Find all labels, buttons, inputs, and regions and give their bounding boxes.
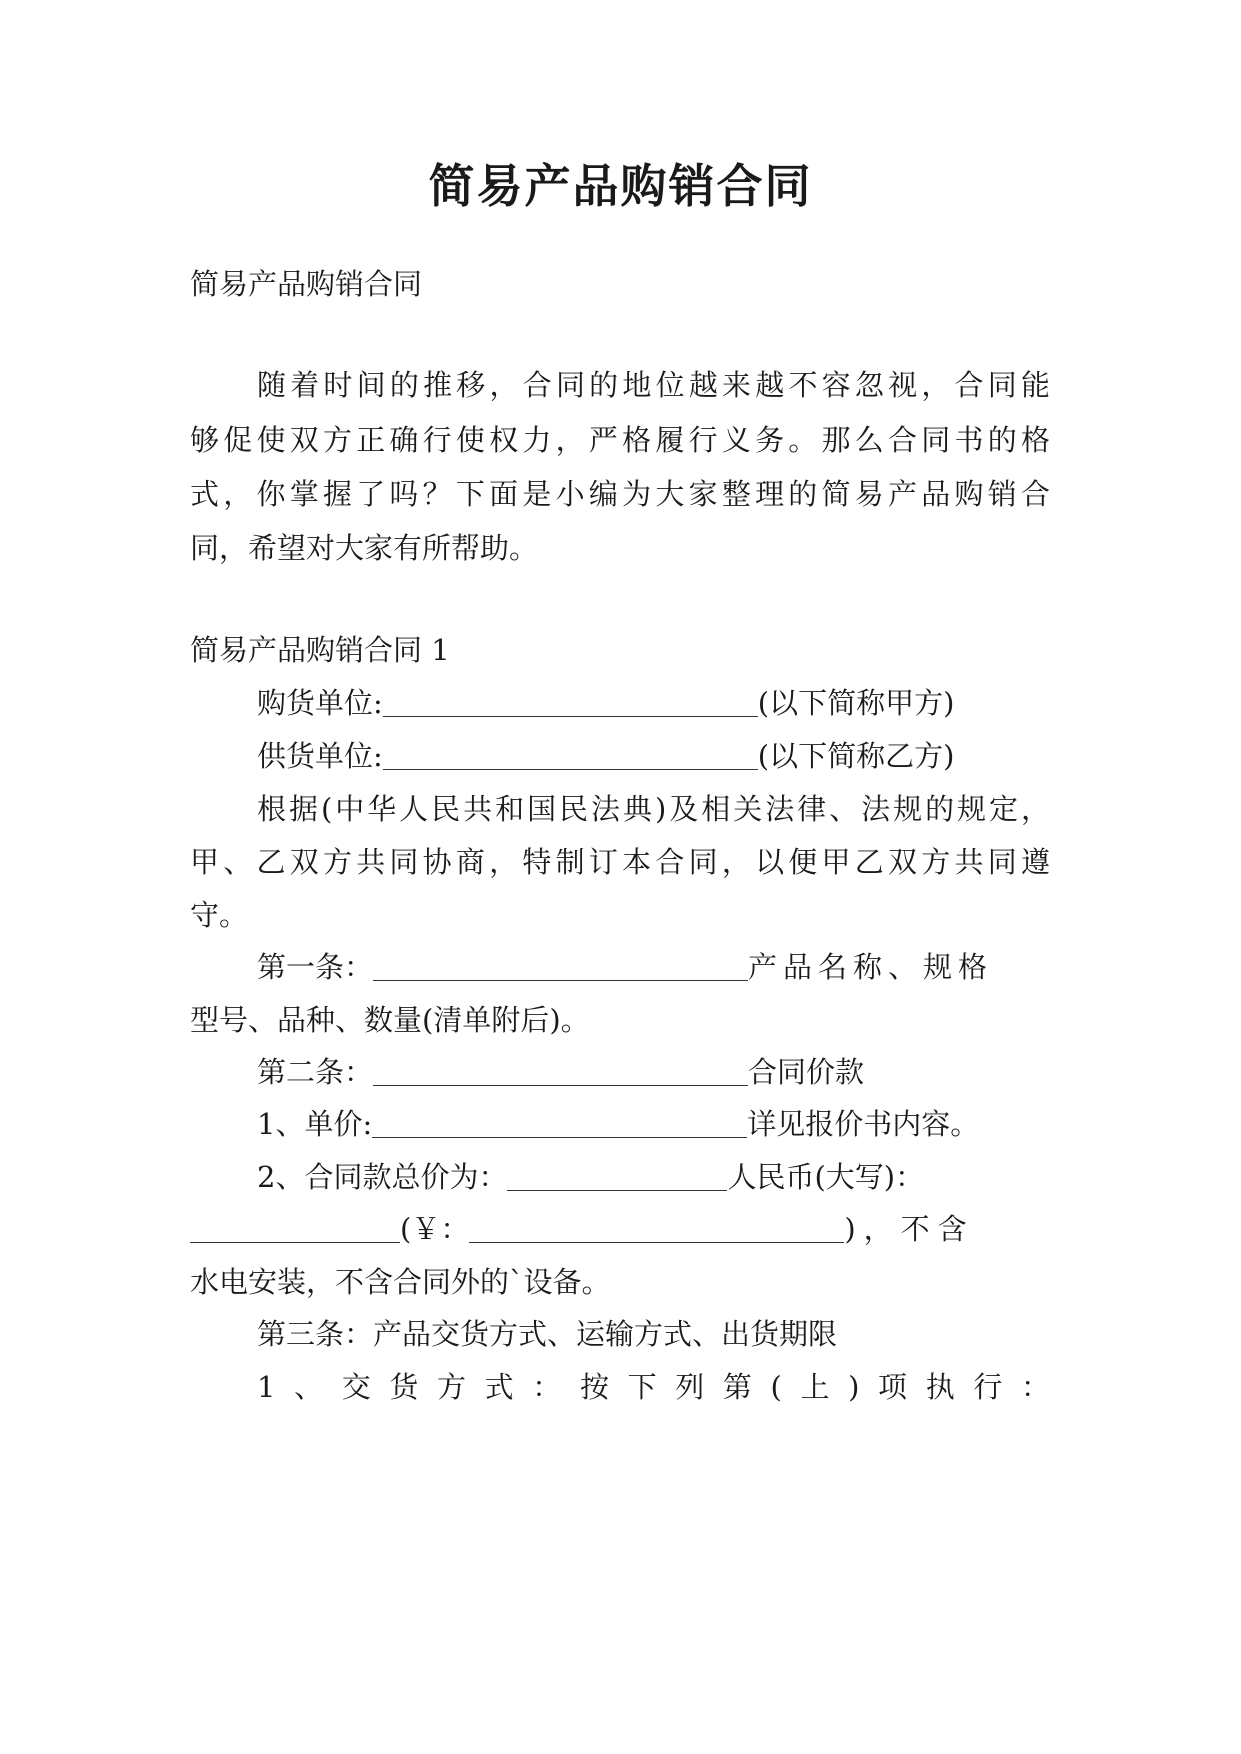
total-yen: (￥： [400,1212,470,1246]
contract-heading: 简易产品购销合同 1 [190,633,450,667]
total-figure-blank[interactable] [469,1212,844,1243]
article1-row [257,947,1050,987]
buyer-label: 购货单位: [257,686,383,720]
total-blank[interactable] [507,1160,727,1191]
supplier-suffix: (以下简称乙方) [757,739,955,773]
intro-line-3: 式，你掌握了吗？下面是小编为大家整理的简易产品购销合 [190,477,1050,511]
delivery-line: 1、交货方式：按下列第(上)项执行： [257,1370,1050,1404]
unit-price-blank[interactable] [372,1107,747,1138]
total-close: )，不含 [844,1212,975,1246]
article1-suffix: 产品名称、规格 [748,950,994,984]
total-label: 2、合同款总价为： [257,1160,508,1194]
supplier-label: 供货单位: [257,739,383,773]
intro-line-1: 随着时间的推移，合同的地位越来越不容忽视，合同能 [257,368,1050,402]
article3: 第三条：产品交货方式、运输方式、出货期限 [257,1317,838,1351]
total-words-blank[interactable] [190,1212,400,1243]
unit-price-label: 1、单价: [257,1107,373,1141]
intro-line-4: 同，希望对大家有所帮助。 [190,531,539,565]
article2-blank[interactable] [373,1055,748,1086]
intro-line-2: 够促使双方正确行使权力，严格履行义务。那么合同书的格 [190,423,1050,457]
buyer-row [257,683,1050,723]
article1-label: 第一条： [257,950,374,984]
unit-price-suffix: 详见报价书内容。 [747,1107,980,1141]
total-row [257,1157,1050,1197]
buyer-suffix: (以下简称甲方) [757,686,955,720]
article2-label: 第二条： [257,1055,374,1089]
article2-row [257,1052,1050,1092]
supplier-row [257,736,1050,776]
subtitle: 简易产品购销合同 [190,267,423,301]
basis-line-1: 根据(中华人民共和国民法典)及相关法律、法规的规定， [257,792,1050,826]
article1-blank[interactable] [373,950,748,981]
supplier-blank[interactable] [383,739,758,770]
total-cont: 水电安装，不含合同外的`设备。 [190,1265,611,1299]
total-suffix: 人民币(大写)： [727,1160,925,1194]
total-amount-row [190,1209,1050,1249]
basis-line-3: 守。 [190,898,249,932]
article2-suffix: 合同价款 [748,1055,865,1089]
buyer-blank[interactable] [383,686,758,717]
document-title: 简易产品购销合同 [428,159,813,213]
basis-line-2: 甲、乙双方共同协商，特制订本合同，以便甲乙双方共同遵 [190,845,1050,879]
article1-cont: 型号、品种、数量(清单附后)。 [190,1003,590,1037]
unit-price-row [257,1104,1050,1144]
